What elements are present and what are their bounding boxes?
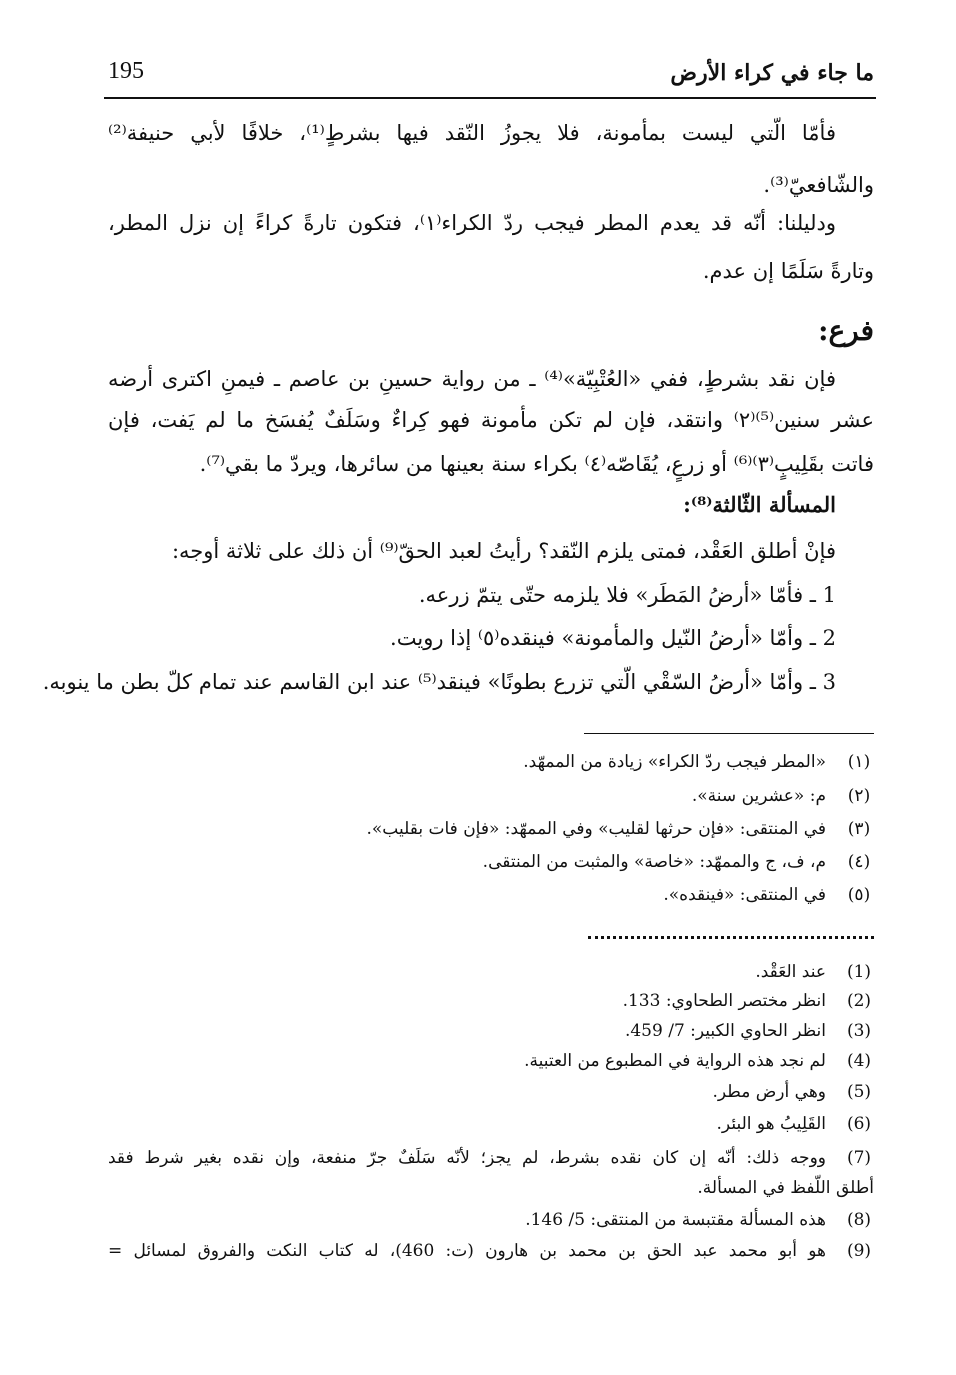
variant-note-number: (٣) [847, 819, 871, 839]
page-number: 195 [108, 58, 144, 84]
editor-note-text: وهي أرض مطر. [712, 1082, 826, 1102]
paragraph-2-line-2: وتارةً سَلَمًا إن عدم. [702, 259, 874, 283]
footnote-separator [584, 733, 874, 734]
editor-note-number: (3) [846, 1021, 872, 1041]
variant-note-text: «المطر فيجب ردّ الكراء» زيادة من الممهّد. [523, 752, 826, 772]
editor-note-text: لم نجد هذه الرواية في المطبوع من العتبية. [524, 1051, 826, 1071]
variant-note-text: م، ف، ج والممهّد: «خاصة» والمثبت من المنتقى. [482, 852, 826, 872]
editor-note-text: عند العَقْد. [755, 962, 826, 982]
editor-note-number: (4) [846, 1051, 872, 1071]
editor-note-number: (1) [846, 962, 872, 982]
variant-note-number: (٤) [847, 852, 871, 872]
list-item-1: 1 ـ فأمّا «أرضُ المَطَر» فلا يلزمه حتّى يتمّ زرعه. [418, 583, 836, 607]
editor-note-number: (6) [846, 1114, 872, 1134]
paragraph-3-line-3: فاتت بقَلِيبٍ⁽٣⁾⁽⁶⁾ أو زرعٍ، يُقَاصّه⁽٤⁾ بكراء سنة بعينها من سائرها، ويردّ ما بقي⁽⁷⁾. [199, 452, 874, 476]
editor-note-text: ووجه ذلك: أنّه إن كان نقده بشرط، لم يجز؛ لأنّه سَلَفٌ جرّ منفعة، وإن نقده بغير شرط فقد [108, 1148, 826, 1168]
running-title: ما جاء في كراء الأرض [670, 60, 874, 86]
variant-note-text: في المنتقى: «فإن حرثها لقليب» وفي الممهّد: «فإن فات بقليب». [366, 819, 826, 839]
masala-heading: المسألة الثّالثة⁽⁸⁾: [683, 492, 836, 517]
list-item-3: 3 ـ وأمّا «أرضُ السّقْي الّتي تزرع بطونًا» فينقد⁽⁵⁾ عند ابن القاسم عند تمام كلّ بطن ما ينوبه. [42, 670, 836, 694]
section-heading: فرع: [818, 314, 874, 347]
paragraph-1-line-2: والشّافعيّ⁽³⁾. [763, 173, 874, 197]
variant-note-text: م: «عشرين سنة». [691, 786, 826, 806]
dotted-separator [588, 936, 874, 939]
editor-note-text: هو أبو محمد عبد الحق بن محمد بن هارون (ت: 460)، له كتاب النكت والفروق لمسائل = [108, 1241, 826, 1261]
variant-note-number: (٢) [847, 786, 871, 806]
paragraph-3-line-2: عشر سنين⁽⁵⁾⁽٢⁾ وانتقد، فإن لم تكن مأمونة فهو كِراءٌ وسَلَفٌ يُفسَخ ما لم يَفت، فإن [108, 408, 874, 432]
editor-note-number: (5) [846, 1082, 872, 1102]
paragraph-2-line-1: ودليلنا: أنّه قد يعدم المطر فيجب ردّ الكراء⁽١⁾، فتكون تارةً كراءً إن نزل المطر، [108, 211, 837, 235]
editor-note-text: انظر مختصر الطحاوي: 133. [622, 991, 826, 1011]
editor-note-number: (9) [846, 1241, 872, 1261]
editor-note-number: (7) [846, 1148, 872, 1168]
editor-note-text: القَلِيبُ هو البئر. [716, 1114, 826, 1134]
editor-note-text: انظر الحاوي الكبير: 7/ 459. [624, 1021, 826, 1041]
editor-note-text: أطلق اللّفظ في المسألة. [697, 1178, 874, 1198]
variant-note-number: (٥) [847, 885, 871, 905]
editor-note-text: هذه المسألة مقتبسة من المنتقى: 5/ 146. [525, 1210, 826, 1230]
editor-note-number: (8) [846, 1210, 872, 1230]
editor-note-number: (2) [846, 991, 872, 1011]
variant-note-text: في المنتقى: «فينقده». [663, 885, 826, 905]
paragraph-1-line-1: فأمّا الّتي ليست بمأمونة، فلا يجوزُ النّقد فيها بشرطٍ⁽¹⁾، خلافًا لأبي حنيفة⁽²⁾ [108, 121, 836, 145]
paragraph-4-line-1: فإنْ أطلق العَقْد، فمتى يلزم النّقد؟ رأيتُ لعبد الحقّ⁽⁹⁾ أن ذلك على ثلاثة أوجه: [171, 539, 836, 563]
variant-note-number: (١) [847, 752, 871, 772]
list-item-2: 2 ـ وأمّا «أرضُ النّيل والمأمونة» فينقده⁽٥⁾ إذا رويت. [390, 626, 836, 650]
header-rule [104, 97, 876, 99]
paragraph-3-line-1: فإن نقد بشرطٍ، ففي «العُتْبِيّة»⁽⁴⁾ ـ من رواية حسينِ بن عاصم ـ فيمنِ اكترى أرضه [108, 367, 836, 391]
